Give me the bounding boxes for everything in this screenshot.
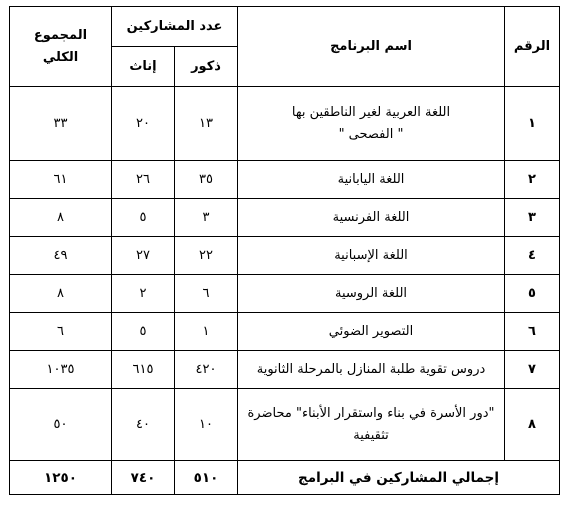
header-male: ذكور: [175, 47, 238, 87]
table-row: [10, 237, 560, 275]
table-row: [10, 313, 560, 351]
program-name-line: دروس تقوية طلبة المنازل بالمرحلة الثانوية: [256, 361, 486, 377]
program-name: [238, 351, 505, 389]
cell-female: ٤٠: [112, 389, 175, 461]
cell-female: ٦١٥: [112, 351, 175, 389]
cell-total: ١٠٣٥: [10, 351, 112, 389]
program-name-line: " الفصحى ": [338, 126, 404, 142]
row-number: ٤: [505, 237, 560, 275]
program-name-line: التصوير الضوئي: [328, 323, 414, 339]
program-name: [238, 237, 505, 275]
header-participants: عدد المشاركين: [112, 7, 238, 47]
cell-total: ٦: [10, 313, 112, 351]
program-name: [238, 87, 505, 161]
cell-male: ٣٥: [175, 161, 238, 199]
cell-male: ٦: [175, 275, 238, 313]
program-name: [238, 389, 505, 461]
cell-male: ٤٢٠: [175, 351, 238, 389]
cell-female: ٥: [112, 313, 175, 351]
cell-male: ١٠: [175, 389, 238, 461]
table-body: [10, 87, 560, 495]
program-name-line: "دور الأسرة في بناء واستقرار الأبناء" محاضرة: [247, 405, 495, 421]
header-program: اسم البرنامج: [238, 7, 505, 87]
row-number: ١: [505, 87, 560, 161]
cell-total: ٦١: [10, 161, 112, 199]
cell-total: ٨: [10, 199, 112, 237]
cell-female: ٢٠: [112, 87, 175, 161]
row-number: ٦: [505, 313, 560, 351]
participants-table: [9, 6, 560, 495]
totals-total: ١٢٥٠: [10, 461, 112, 495]
program-name-line: اللغة الإسبانية: [334, 247, 408, 263]
table-row: [10, 351, 560, 389]
program-name: [238, 199, 505, 237]
header-number: الرقم: [505, 7, 560, 87]
program-name: [238, 275, 505, 313]
cell-total: ٥٠: [10, 389, 112, 461]
table-row: [10, 199, 560, 237]
row-number: ٧: [505, 351, 560, 389]
totals-row: [10, 461, 560, 495]
program-name-line: اللغة اليابانية: [337, 171, 405, 187]
row-number: ٢: [505, 161, 560, 199]
table-row: [10, 275, 560, 313]
cell-female: ٥: [112, 199, 175, 237]
header-total: المجموع الكلي: [10, 7, 112, 87]
program-name: [238, 161, 505, 199]
cell-female: ٢٦: [112, 161, 175, 199]
row-number: ٨: [505, 389, 560, 461]
program-name-line: تثقيفية: [353, 427, 389, 443]
cell-male: ٣: [175, 199, 238, 237]
row-number: ٥: [505, 275, 560, 313]
program-name-line: اللغة العربية لغير الناطقين بها: [291, 104, 451, 120]
program-name-line: اللغة الفرنسية: [332, 209, 410, 225]
cell-female: ٢٧: [112, 237, 175, 275]
cell-female: ٢: [112, 275, 175, 313]
cell-total: ٤٩: [10, 237, 112, 275]
totals-male: ٥١٠: [175, 461, 238, 495]
totals-label: إجمالي المشاركين في البرامج: [238, 461, 560, 495]
cell-male: ١: [175, 313, 238, 351]
cell-total: ٨: [10, 275, 112, 313]
table-row: [10, 87, 560, 161]
row-number: ٣: [505, 199, 560, 237]
table-row: [10, 161, 560, 199]
table-row: [10, 389, 560, 461]
cell-male: ٢٢: [175, 237, 238, 275]
program-name: [238, 313, 505, 351]
cell-male: ١٣: [175, 87, 238, 161]
totals-female: ٧٤٠: [112, 461, 175, 495]
cell-total: ٣٣: [10, 87, 112, 161]
program-name-line: اللغة الروسية: [334, 285, 408, 301]
header-female: إناث: [112, 47, 175, 87]
